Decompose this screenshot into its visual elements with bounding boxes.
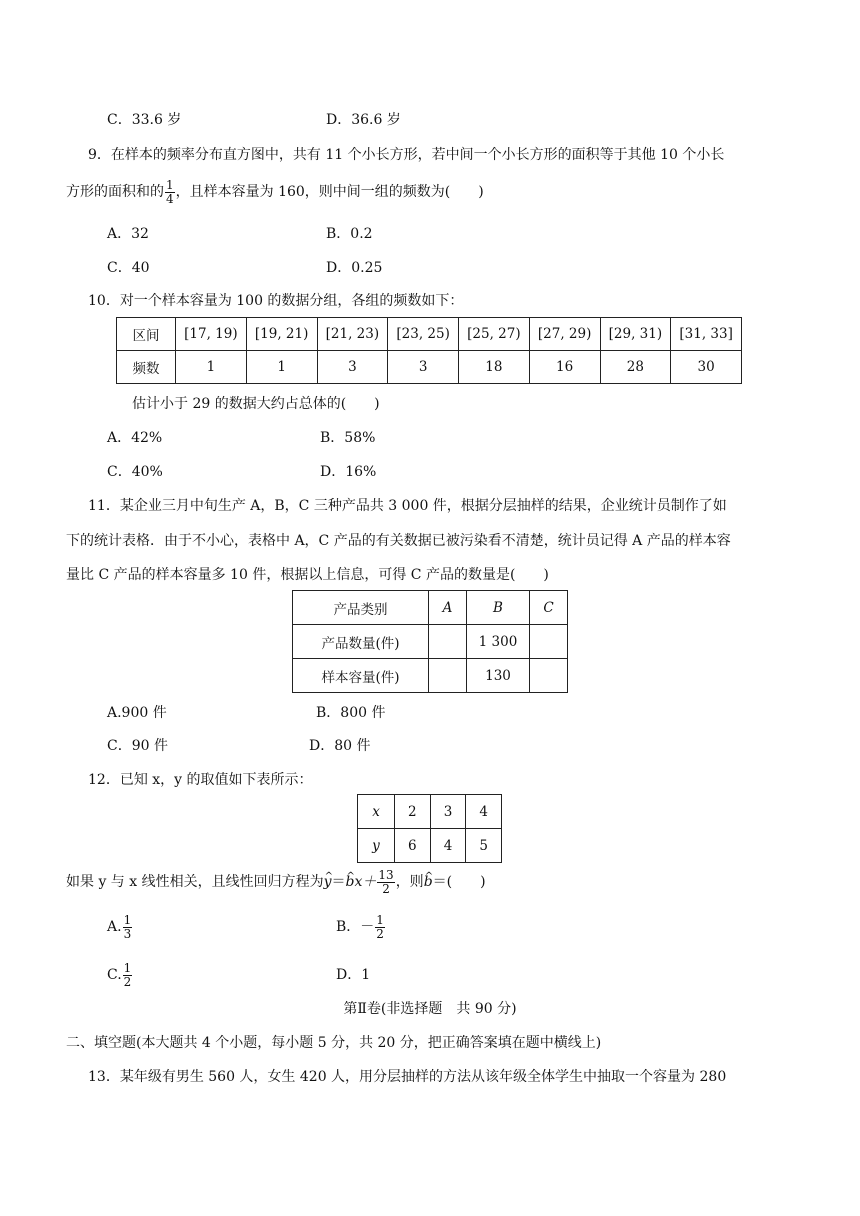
q12-option-a-num: 1 <box>123 912 132 927</box>
q11-option-d: D．80 件 <box>309 738 371 754</box>
q12-line-mid: ，则 <box>395 874 424 890</box>
q8-option-c: C．33.6 岁 <box>107 112 182 128</box>
q11-product-table <box>292 590 568 693</box>
q9-stem-post: ，且样本容量为 160，则中间一组的频数为( ) <box>175 184 484 200</box>
q11-cell: 130 <box>467 659 530 693</box>
q12-option-c-letter: C. <box>107 967 122 983</box>
q9-stem-pre: 方形的面积和的 <box>66 184 164 200</box>
q11-cell <box>429 625 467 659</box>
q11-stem-line3: 量比 C 产品的样本容量多 10 件，根据以上信息，可得 C 产品的数量是( ) <box>66 567 549 583</box>
q9-stem-line2 <box>66 178 484 206</box>
q10-count-label: 频数 <box>117 351 176 384</box>
q12-option-b-num: 1 <box>376 912 384 927</box>
q10-count-cell: 3 <box>317 351 388 384</box>
q10-count-cell: 1 <box>176 351 247 384</box>
q12-y-cell: 5 <box>466 829 502 863</box>
q12-option-a-fraction <box>123 914 133 941</box>
q12-x-label: x <box>358 795 395 829</box>
q11-header-row <box>293 591 568 625</box>
q9-frac-den: 4 <box>166 191 174 206</box>
q10-count-cell: 3 <box>388 351 459 384</box>
q12-y-label: y <box>358 829 395 863</box>
q12-x-row <box>358 795 502 829</box>
q12-x-cell: 4 <box>466 795 502 829</box>
q12-y-hat: ^ y <box>324 874 332 890</box>
q9-fraction <box>165 179 175 206</box>
q11-stem-line2: 下的统计表格．由于不小心，表格中 A，C 产品的有关数据已被污染看不清楚，统计员记得 A 产品的样本容 <box>66 533 731 549</box>
q9-option-a: A．32 <box>107 226 149 242</box>
q10-count-cell: 30 <box>671 351 742 384</box>
q10-question: 估计小于 29 的数据大约占总体的( ) <box>132 396 380 412</box>
q10-count-cell: 16 <box>529 351 600 384</box>
q10-option-a: A．42% <box>107 430 163 446</box>
q12-line-post: ＝( ) <box>432 874 486 890</box>
q12-xy-table <box>357 794 502 863</box>
q10-interval-cell: [27, 29) <box>529 318 600 351</box>
q12-y-cell: 4 <box>430 829 466 863</box>
q11-quantity-row <box>293 625 568 659</box>
q10-interval-cell: [23, 25) <box>388 318 459 351</box>
q11-cell <box>530 625 568 659</box>
q12-option-b-den: 2 <box>376 926 384 941</box>
q10-interval-cell: [25, 27) <box>459 318 530 351</box>
q12-option-c <box>107 961 133 989</box>
q12-regression-line <box>66 868 486 896</box>
q12-line-pre: 如果 y 与 x 线性相关，且线性回归方程为 <box>66 874 324 890</box>
q12-option-a <box>107 913 133 941</box>
q10-interval-cell: [21, 23) <box>317 318 388 351</box>
q10-option-c: C．40% <box>107 464 163 480</box>
q11-cell: 样本容量(件) <box>293 659 429 693</box>
q12-option-c-num: 1 <box>123 960 132 975</box>
q12-option-c-den: 2 <box>123 974 132 989</box>
q11-sample-row <box>293 659 568 693</box>
q10-stem: 10．对一个样本容量为 100 的数据分组，各组的频数如下： <box>88 293 464 309</box>
q10-option-b: B．58% <box>320 430 376 446</box>
q10-count-cell: 1 <box>246 351 317 384</box>
q10-count-row <box>117 351 742 384</box>
q12-option-b-fraction <box>375 914 385 941</box>
q12-option-b <box>336 913 386 941</box>
q12-y-cell: 6 <box>395 829 431 863</box>
q12-eq-equals: ＝ <box>331 874 346 890</box>
q9-stem-line1: 9．在样本的频率分布直方图中，共有 11 个小长方形，若中间一个小长方形的面积等于其他 10 个小长 <box>88 147 725 163</box>
q11-option-b: B．800 件 <box>316 705 386 721</box>
q10-option-d: D．16% <box>320 464 377 480</box>
q11-header-cell: A <box>429 591 467 625</box>
q12-y-row <box>358 829 502 863</box>
q11-cell <box>429 659 467 693</box>
q12-option-b-letter: B．－ <box>336 919 375 935</box>
q9-frac-num: 1 <box>166 177 174 192</box>
part2-title: 第Ⅱ卷(非选择题 共 90 分) <box>343 1001 517 1017</box>
q9-option-d: D．0.25 <box>326 260 383 276</box>
q9-option-b: B．0.2 <box>326 226 373 242</box>
q10-interval-cell: [31, 33] <box>671 318 742 351</box>
q10-interval-cell: [19, 21) <box>246 318 317 351</box>
q11-option-c: C．90 件 <box>107 738 168 754</box>
q9-option-c: C．40 <box>107 260 150 276</box>
q12-eq-frac-den: 2 <box>382 881 390 896</box>
q11-header-cell: 产品类别 <box>293 591 429 625</box>
q12-x-cell: 2 <box>395 795 431 829</box>
q10-count-cell: 18 <box>459 351 530 384</box>
q12-b-hat-2: ^ b <box>424 874 433 890</box>
q8-option-d: D．36.6 岁 <box>326 112 401 128</box>
q12-eq-frac-num: 13 <box>378 867 394 882</box>
q11-stem-line1: 11．某企业三月中旬生产 A，B，C 三种产品共 3 000 件，根据分层抽样的结果，企业统计员制作了如 <box>88 498 727 514</box>
q12-option-a-den: 3 <box>123 926 132 941</box>
q11-option-a: A.900 件 <box>107 705 167 721</box>
q11-cell: 1 300 <box>467 625 530 659</box>
q12-stem: 12．已知 x，y 的取值如下表所示： <box>88 772 313 788</box>
section2-heading: 二、填空题(本大题共 4 个小题，每小题 5 分，共 20 分，把正确答案填在题中横线上) <box>66 1035 602 1051</box>
q11-header-cell: B <box>467 591 530 625</box>
q10-interval-label: 区间 <box>117 318 176 351</box>
q10-interval-cell: [29, 31) <box>600 318 671 351</box>
q11-cell <box>530 659 568 693</box>
q11-cell: 产品数量(件) <box>293 625 429 659</box>
q13-stem-line1: 13．某年级有男生 560 人，女生 420 人，用分层抽样的方法从该年级全体学生中抽取一个容量为 280 <box>88 1069 727 1085</box>
q12-option-d: D．1 <box>336 967 371 983</box>
q11-header-cell: C <box>530 591 568 625</box>
q12-x-cell: 3 <box>430 795 466 829</box>
q12-option-a-letter: A. <box>107 919 122 935</box>
q12-eq-x: x＋ <box>354 874 377 890</box>
q10-interval-row <box>117 318 742 351</box>
q10-interval-cell: [17, 19) <box>176 318 247 351</box>
q10-count-cell: 28 <box>600 351 671 384</box>
q12-b-hat: ^ b <box>346 874 355 890</box>
q12-eq-fraction <box>377 869 394 896</box>
q10-frequency-table <box>116 317 742 384</box>
q12-option-c-fraction <box>123 962 133 989</box>
